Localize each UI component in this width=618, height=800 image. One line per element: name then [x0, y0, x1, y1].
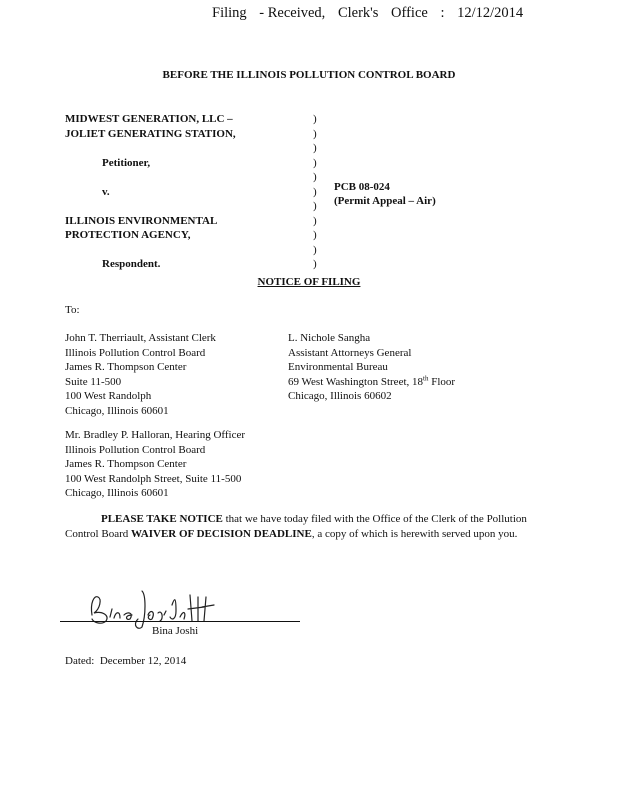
signer-name: Bina Joshi — [152, 625, 199, 637]
petitioner-name-line2: JOLIET GENERATING STATION, — [65, 127, 236, 140]
address-line: Environmental Bureau — [288, 361, 388, 373]
paren: ) — [313, 113, 317, 125]
notice-lead: PLEASE TAKE NOTICE — [101, 513, 223, 525]
address-line: Illinois Pollution Control Board — [65, 443, 206, 456]
notice-of-filing-title: NOTICE OF FILING — [257, 276, 361, 288]
received-label: - Received, — [259, 5, 326, 21]
case-caption — [65, 112, 236, 272]
address-line: Chicago, Illinois 60601 — [65, 404, 169, 417]
dated-value: December 12, 2014 — [99, 655, 187, 667]
dated-line — [65, 654, 186, 669]
paren: ) — [313, 258, 317, 270]
filing-date: 12/12/2014 — [457, 5, 524, 21]
address-line: 100 West Randolph — [65, 390, 152, 402]
respondent-role: Respondent. — [102, 258, 161, 270]
address-line: L. Nichole Sangha — [288, 332, 371, 344]
address-line: James R. Thompson Center — [65, 361, 187, 373]
address-line: 100 West Randolph Street, Suite 11-500 — [65, 472, 242, 485]
petitioner-name-line1: MIDWEST GENERATION, LLC – — [65, 113, 233, 125]
paren: ) — [313, 229, 317, 241]
paren: ) — [313, 171, 317, 183]
paren: ) — [313, 156, 317, 169]
paren: ) — [313, 200, 317, 212]
clerks-label: Clerk's — [337, 5, 379, 21]
paren: ) — [313, 185, 317, 198]
paren: ) — [313, 142, 317, 154]
document-name: WAIVER OF DECISION DEADLINE — [131, 527, 312, 540]
versus-label: v. — [102, 185, 110, 198]
address-line: Suite 11-500 — [65, 375, 122, 388]
address-line: Assistant Attorneys General — [288, 346, 412, 359]
addressee-hearing-officer — [65, 428, 245, 501]
to-label: To: — [65, 304, 80, 316]
paren: ) — [313, 127, 317, 140]
address-line: Illinois Pollution Control Board — [65, 346, 206, 359]
signature-line — [60, 621, 300, 622]
notice-text-end: , a copy of which is herewith served upon you. — [311, 527, 518, 540]
address-line: Chicago, Illinois 60601 — [65, 487, 169, 499]
street-text: 69 West Washington Street, 18 — [288, 375, 424, 388]
header-colon: : — [440, 5, 445, 21]
caption-parentheses — [313, 112, 317, 272]
address-line: James R. Thompson Center — [65, 458, 187, 470]
office-label: Office — [391, 5, 428, 21]
floor-text: Floor — [428, 375, 456, 388]
address-line — [288, 375, 455, 390]
respondent-name-line2: PROTECTION AGENCY, — [65, 229, 191, 241]
filing-label: Filing — [212, 5, 247, 21]
address-line: Chicago, Illinois 60602 — [288, 390, 392, 402]
addressee-attorney-general — [288, 331, 455, 404]
case-type: (Permit Appeal – Air) — [334, 195, 436, 207]
dated-label: Dated: — [65, 655, 95, 667]
address-line: Mr. Bradley P. Halloran, Hearing Officer — [65, 429, 246, 441]
notice-paragraph — [65, 512, 535, 541]
petitioner-role: Petitioner, — [102, 156, 151, 169]
address-line: John T. Therriault, Assistant Clerk — [65, 332, 216, 344]
ordinal-suffix: th — [423, 373, 429, 382]
paren: ) — [313, 243, 317, 256]
addressee-clerk — [65, 331, 216, 418]
notice-text: that we have today filed with the Office of the Clerk of the Pollution Control Board — [65, 513, 527, 540]
respondent-name-line1: ILLINOIS ENVIRONMENTAL — [65, 214, 218, 227]
filing-stamp-header — [212, 5, 532, 22]
paren: ) — [313, 214, 317, 227]
document-title: BEFORE THE ILLINOIS POLLUTION CONTROL BOARD — [162, 69, 456, 81]
case-number: PCB 08-024 — [334, 181, 390, 193]
